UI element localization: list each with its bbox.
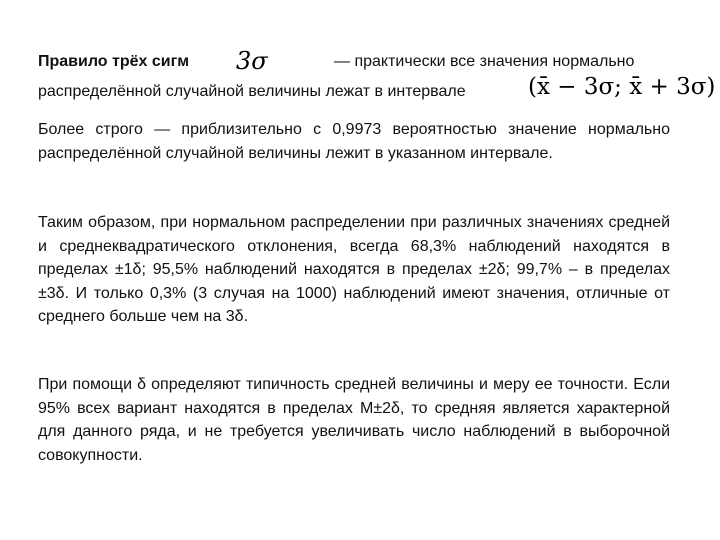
- rule-heading: Правило трёх сигм: [38, 53, 190, 70]
- paragraph-probability: Более строго — приблизительно с 0,9973 вероятностью значение нормально распределённой случайной величины лежит в указанном интервале.: [38, 121, 670, 162]
- three-sigma-formula: 3σ: [236, 47, 268, 75]
- interval-formula: (x̄ − 3σ; x̄ + 3σ): [528, 74, 716, 100]
- rule-line1-text: — практически все значения нормально: [334, 53, 635, 70]
- rule-line2-text: распределённой случайной величины лежат в интервале: [38, 83, 466, 100]
- paragraph-typicality: При помощи δ определяют типичность средней величины и меру ее точности. Если 95% всех вариант находятся в пределах M±2δ, то средняя является характерной для данного ряда, и не требуется увеличивать число наблюдений в выборочной совокупности.: [38, 376, 670, 464]
- paragraph-percentages: Таким образом, при нормальном распределении при различных значениях средней и среднеквадратического отклонения, всегда 68,3% наблюдений находятся в пределах ±1δ; 95,5% наблюдений находятся в пределах ±2δ; 99,7% – в пределах ±3δ. И только 0,3% (3 случая на 1000) наблюдений имеют значения, отличные от среднего больше чем на 3δ.: [38, 214, 670, 325]
